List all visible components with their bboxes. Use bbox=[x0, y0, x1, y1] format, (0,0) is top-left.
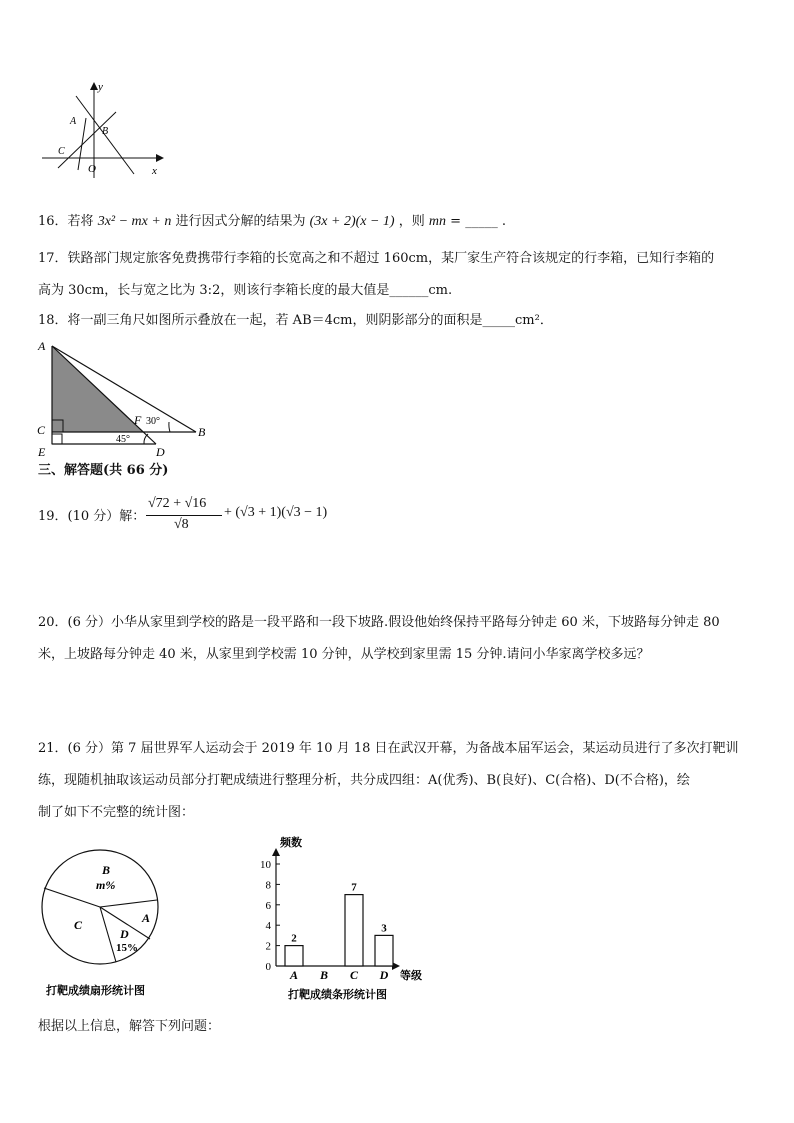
pie-label-d: D bbox=[120, 927, 129, 941]
y-tick-label: 8 bbox=[265, 879, 271, 892]
q19-numerator: √72 + √16 bbox=[148, 496, 207, 511]
q16-expression: 3x² − mx + n bbox=[97, 214, 172, 229]
bar-A bbox=[285, 946, 303, 966]
closing-text: 根据以上信息，解答下列问题： bbox=[38, 1019, 221, 1034]
tri-label-c: C bbox=[37, 423, 46, 437]
tri-label-a: A bbox=[38, 339, 46, 353]
question-18: 18．将一副三角尺如图所示叠放在一起，若 AB＝4cm，则阴影部分的面积是_____cm²． bbox=[38, 313, 553, 328]
y-tick-label: 2 bbox=[265, 940, 271, 953]
y-tick-label: 0 bbox=[265, 961, 271, 973]
bar-value-label: 2 bbox=[291, 932, 297, 945]
pie-pct-b: m% bbox=[96, 878, 116, 892]
question-17-line2: 高为 30cm，长与宽之比为 3:2，则该行李箱长度的最大值是______cm. bbox=[38, 283, 453, 298]
pie-label-b: B bbox=[102, 863, 111, 877]
q19-denominator: √8 bbox=[174, 517, 189, 532]
tri-angle-30: 30° bbox=[146, 416, 160, 427]
question-21-line1: 21．(6 分）第 7 届世界军人运动会于 2019 年 10 月 18 日在武汉开幕，为备战本届军运会，某运动员进行了多次打靶训 bbox=[38, 741, 739, 756]
tri-label-e: E bbox=[38, 445, 46, 459]
question-20-line2: 米，上坡路每分钟走 40 米，从家里到学校需 10 分钟，从学校到家里需 15 分钟.请问小华家离学校多远？ bbox=[38, 647, 650, 662]
y-axis-title: 频数 bbox=[280, 837, 302, 849]
triangle-figure bbox=[34, 336, 214, 460]
coordinate-figure bbox=[36, 78, 166, 180]
section-3-title: 三、解答题(共 66 分) bbox=[38, 463, 169, 478]
y-axis-label: y bbox=[98, 81, 103, 93]
question-17-line1: 17．铁路部门规定旅客免费携带行李箱的长宽高之和不超过 160cm，某厂家生产符合该规定的行李箱，已知行李箱的 bbox=[38, 251, 715, 266]
question-16: 16．若将 3x² − mx + n 进行因式分解的结果为 (3x + 2)(x − 1) ，则 mn = _____ . bbox=[38, 214, 506, 229]
point-b-label: B bbox=[102, 126, 109, 137]
pie-label-a: A bbox=[142, 911, 151, 925]
x-axis-title: 等级 bbox=[400, 970, 422, 982]
bar-value-label: 3 bbox=[381, 922, 387, 935]
tri-label-f: F bbox=[134, 413, 142, 427]
x-tick-label: C bbox=[349, 968, 359, 982]
point-a-label: A bbox=[70, 116, 77, 127]
q16-blank: = _____ . bbox=[450, 214, 506, 229]
bar-value-label: 7 bbox=[351, 881, 357, 894]
x-tick-label: B bbox=[319, 968, 329, 982]
y-tick-label: 6 bbox=[265, 899, 271, 912]
pie-chart bbox=[38, 842, 168, 1000]
question-20-line1: 20．(6 分）小华从家里到学校的路是一段平路和一段下坡路.假设他始终保持平路每分钟走 60 米，下坡路每分钟走 80 bbox=[38, 615, 720, 630]
bar-C bbox=[345, 895, 363, 966]
y-tick-label: 4 bbox=[265, 920, 271, 933]
x-tick-label: D bbox=[379, 968, 389, 982]
point-c-label: C bbox=[58, 146, 65, 157]
y-axis-arrow bbox=[272, 848, 280, 856]
x-axis-label: x bbox=[152, 165, 157, 177]
question-21-line3: 制了如下不完整的统计图： bbox=[38, 805, 195, 820]
q16-mn: mn bbox=[428, 214, 447, 229]
y-tick-label: 10 bbox=[260, 859, 271, 871]
bar-chart bbox=[248, 830, 448, 1006]
pie-label-c: C bbox=[74, 918, 83, 932]
pie-pct-d: 15% bbox=[116, 942, 138, 954]
bar-D bbox=[375, 935, 393, 966]
tri-label-b: B bbox=[198, 425, 206, 439]
chart-title: 打靶成绩条形统计图 bbox=[288, 989, 387, 1001]
tri-angle-45: 45° bbox=[116, 434, 130, 445]
q19-rest: + (√3 + 1)(√3 − 1) bbox=[224, 505, 328, 520]
question-21-line2: 练，现随机抽取该运动员部分打靶成绩进行整理分析，共分成四组：A(优秀)、B(良好)、C(合格)、D(不合格)，绘 bbox=[38, 773, 690, 788]
tri-label-d: D bbox=[156, 445, 165, 459]
pie-caption: 打靶成绩扇形统计图 bbox=[46, 985, 145, 997]
q16-factorization: (3x + 2)(x − 1) bbox=[309, 214, 395, 229]
origin-label: O bbox=[88, 163, 96, 175]
q19-fraction-bar bbox=[146, 515, 222, 516]
x-tick-label: A bbox=[289, 968, 299, 982]
